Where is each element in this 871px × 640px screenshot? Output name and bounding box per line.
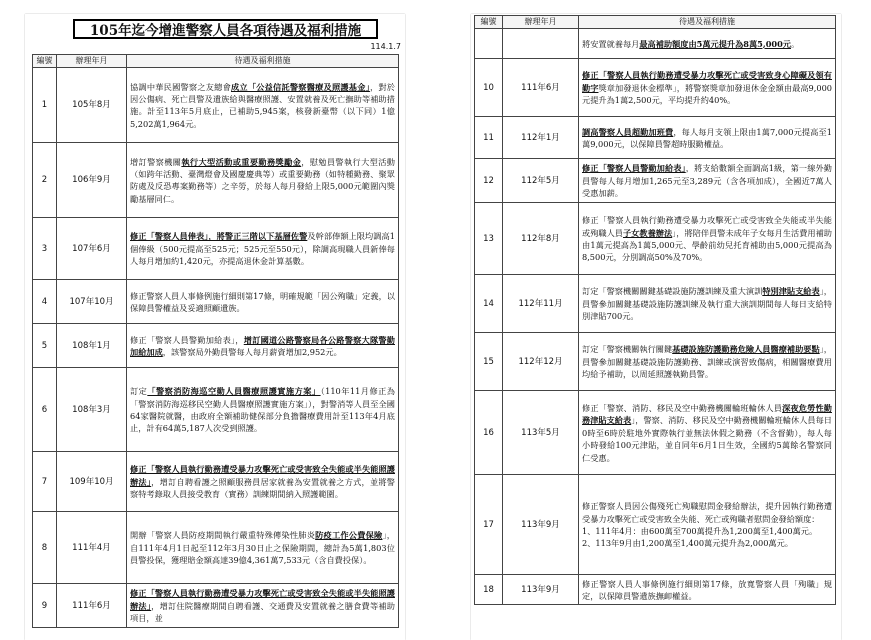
row-highlight: 最高補助額度由5萬元提升為8萬5,000元 [639, 38, 791, 49]
row-content [579, 575, 836, 605]
row-text: 修正「警察人員執行勤務遭受暴力攻擊死亡或受害致全失能或半失能或殉職人員 [582, 215, 832, 238]
row-no: 17 [475, 475, 503, 575]
row-highlight: 修正「警察人員俸表」，將警正三階以下基層佐警 [130, 231, 308, 242]
measures-table-left [32, 54, 399, 628]
document-page-right [471, 14, 841, 640]
row-no: 14 [475, 275, 503, 333]
row-date: 111年4月 [57, 512, 127, 584]
row-content [127, 143, 399, 218]
row-no: 16 [475, 391, 503, 475]
row-text: 及幹部俸額上限均調高1個俸級（500元提高至525元；525元至550元），除調高現職人員新俸每人每月增加約1,420元，亦提高退休金計算基數。 [130, 231, 395, 267]
row-content [127, 218, 399, 280]
row-no: 10 [475, 59, 503, 117]
row-highlight: 子女教養辦法 [622, 227, 673, 238]
row-highlight: 「警察消防海巡空勤人員醫療照護實施方案」 [147, 386, 321, 397]
row-text: 獎章加發退休金標準」，將警察獎章加發退休金金額由最高9,000元提升為1萬2,500元，平均提升約40%。 [582, 82, 832, 106]
row-content [127, 452, 399, 512]
row-text: （110年11月修正為「警察消防海巡移民空勤人員醫療照護實施方案」），對警消等人員至全國64家醫院就醫，由政府全額補助健保部分負擔醫療費用計至113年4月底止，計有64萬5,187人次受到照護。 [130, 386, 395, 434]
row-date: 109年10月 [57, 452, 127, 512]
row-content [579, 475, 836, 575]
document-title: 105年迄今增進警察人員各項待遇及福利措施 [73, 19, 378, 39]
header-no: 編號 [33, 55, 57, 68]
row-no: 2 [33, 143, 57, 218]
row-no: 18 [475, 575, 503, 605]
row-no: 13 [475, 203, 503, 275]
table-row [475, 391, 836, 475]
row-text: 」，自111年4月1日起至112年3月30日止之保險期間，總計為5萬1,803位員警投保，獲理賠金額高達39億4,361萬7,533元（含自費投保）。 [130, 530, 395, 566]
table-row [33, 512, 399, 584]
row-text: ，將支給數額全面調高1級，第一線外勤員警每人每月增加1,265元至3,289元（含各項加成），全國近7萬人受惠加薪。 [582, 163, 832, 199]
row-text: 訂定「警察機關關鍵基礎設施防護訓練及重大演訓 [582, 286, 763, 297]
row-content [579, 29, 836, 59]
table-row [33, 280, 399, 324]
table-header-row [475, 16, 836, 29]
row-highlight: 特別津貼支給表 [762, 286, 820, 297]
row-text: 訂定 [130, 386, 148, 397]
row-text: ，該警察局外勤員警每人每月薪資增加2,952元。 [162, 346, 342, 357]
row-no: 7 [33, 452, 57, 512]
row-text: 修正警察人員人事條例施行細則第17條，放寬警察人員「殉職」規定，以保障員警遺族撫卹權益。 [582, 578, 832, 601]
row-highlight: 執行大型活動或重要勤務獎勵金 [181, 156, 302, 167]
row-text: 增訂警察機關 [130, 156, 182, 167]
row-date: 108年3月 [57, 368, 127, 452]
row-text: ，對於因公傷病、死亡員警及遺族給與醫療照護、安置就養及死亡撫助等補助措施。計至113年5月底止，已補助5,945案，核發新臺幣（以下同）1億5,202萬1,964元。 [130, 81, 395, 129]
table-row [33, 452, 399, 512]
row-text: 」，員警參加關鍵基礎設施防護訓練及執行重大演訓期間每人每日支給特別津貼700元。 [582, 286, 832, 322]
row-highlight: 修正「警察人員執行勤務遭受暴力攻擊死亡或受害致身心障礙及領有勤字 [582, 70, 832, 93]
row-no: 5 [33, 324, 57, 368]
row-no: 3 [33, 218, 57, 280]
row-text: 。 [791, 38, 800, 49]
row-content [127, 512, 399, 584]
row-no: 9 [33, 584, 57, 628]
table-row [33, 143, 399, 218]
table-row [33, 584, 399, 628]
table-row [475, 275, 836, 333]
header-content: 待遇及福利措施 [127, 55, 399, 68]
row-text: 將安置就養每月 [582, 38, 640, 49]
row-no [475, 29, 503, 59]
row-text: 訂定「警察機關執行關鍵 [582, 344, 673, 355]
row-content [579, 275, 836, 333]
table-row [475, 29, 836, 59]
row-highlight: 成立「公益信託警察醫療及照護基金」 [230, 81, 370, 92]
row-highlight: 修正「警察人員警勤加給表」 [582, 163, 686, 174]
row-date: 112年8月 [503, 203, 579, 275]
table-row [475, 333, 836, 391]
row-no: 11 [475, 117, 503, 159]
row-text: ，每人每月支領上限由1萬7,000元提高至1萬9,000元，以保障員警超時服勤權益。 [582, 126, 832, 149]
row-text: 協調中華民國警察之友總會 [130, 81, 231, 92]
table-row [475, 159, 836, 203]
row-date: 111年6月 [57, 584, 127, 628]
row-date: 113年5月 [503, 391, 579, 475]
row-highlight: 防疫工作公費保險 [315, 530, 383, 541]
row-date: 107年10月 [57, 280, 127, 324]
row-date: 112年12月 [503, 333, 579, 391]
document-date: 114.1.7 [370, 42, 401, 51]
row-date: 112年1月 [503, 117, 579, 159]
row-text: 」，員警參加關鍵基礎設施防護勤務、訓練或演習致傷病，相關醫療費用均給予補助，以周延照護執勤員警。 [582, 344, 832, 380]
row-highlight: 基礎設施防護勤務危險人員醫療補助要點 [672, 344, 820, 355]
row-text: 」，將陪伴員警未成年子女每月生活費用補助由1萬元提高為1萬5,000元、學齡前幼兒托育補助由5,000元提高為8,500元，分別調高50%及70%。 [582, 227, 832, 263]
row-date [503, 29, 579, 59]
row-date: 113年9月 [503, 475, 579, 575]
table-row [475, 475, 836, 575]
header-date: 辦理年月 [503, 16, 579, 29]
row-content [127, 368, 399, 452]
row-content [127, 324, 399, 368]
row-text: 修正「警察、消防、移民及空中勤務機關輪班輪休人員 [582, 402, 783, 413]
row-text: 修正警察人員因公傷殘死亡殉職慰問金發給辦法，提升因執行勤務遭受暴力攻擊死亡或受害致全失能、死亡或殉職者慰問金發給額度： [582, 501, 832, 524]
row-no: 6 [33, 368, 57, 452]
row-no: 15 [475, 333, 503, 391]
row-date: 106年9月 [57, 143, 127, 218]
table-row [475, 575, 836, 605]
row-sub-item: 1、111年4月：由600萬至700萬提升為1,200萬至1,400萬元。 [582, 525, 818, 536]
row-date: 113年9月 [503, 575, 579, 605]
row-highlight: 深夜危勞性勤務津貼支給表 [582, 402, 832, 426]
table-header-row [33, 55, 399, 68]
row-highlight: 修正「警察人員執行勤務遭受暴力攻擊死亡或受害致全失能或半失能照護辦法」 [130, 588, 395, 611]
row-date: 108年1月 [57, 324, 127, 368]
row-no: 4 [33, 280, 57, 324]
table-row [33, 218, 399, 280]
row-sub-item: 2、113年9月由1,200萬至1,400萬元提升為2,000萬元。 [582, 538, 793, 549]
row-text: 」，警察、消防、移民及空中勤務機關輪班輪休人員每日0時至6時於駐地外實際執行並無法休假之勤務（不含督勤），每人每小時發給100元津貼，並自同年6月1日生效，全國約5萬餘名警察同仁受惠。 [582, 415, 832, 463]
table-row [475, 59, 836, 117]
row-no: 12 [475, 159, 503, 203]
row-content [579, 117, 836, 159]
row-date: 107年6月 [57, 218, 127, 280]
row-date: 111年6月 [503, 59, 579, 117]
row-no: 8 [33, 512, 57, 584]
header-no: 編號 [475, 16, 503, 29]
row-date: 112年11月 [503, 275, 579, 333]
row-content [579, 59, 836, 117]
measures-table-right [474, 15, 836, 605]
row-text: 修正警察人員人事條例施行細則第17條，明確規範「因公殉職」定義，以保障員警權益及妥適照顧遺族。 [130, 290, 395, 313]
row-highlight: 修正「警察人員執行勤務遭受暴力攻擊死亡或受害致全失能或半失能照護辦法」 [130, 464, 395, 487]
row-content [579, 333, 836, 391]
row-content [579, 203, 836, 275]
row-text: ，慰勉員警執行大型活動（如跨年活動、臺灣燈會及國慶慶典等）或重要勤務（如特種勤務、聚眾防處及反恐專案勤務等）之辛勞，於每人每月發給上限5,000元範圍內獎勵基層同仁。 [130, 156, 395, 204]
row-date: 105年8月 [57, 68, 127, 143]
table-row [33, 368, 399, 452]
row-date: 112年5月 [503, 159, 579, 203]
row-content [579, 159, 836, 203]
row-content [127, 280, 399, 324]
row-text: ，增訂住院醫療期間自聘看護、交通費及安置就養之膳食費等補助項目，並 [130, 600, 395, 624]
row-highlight: 調高警察人員超勤加班費 [582, 126, 674, 137]
row-content [127, 68, 399, 143]
table-row [475, 203, 836, 275]
row-highlight: 增訂國道公路警察局各公路警察大隊警勤加給加成 [130, 334, 395, 357]
row-no: 1 [33, 68, 57, 143]
row-text: 開辦「警察人員防疫期間執行嚴重特殊傳染性肺炎 [130, 530, 316, 541]
row-content [579, 391, 836, 475]
header-date: 辦理年月 [57, 55, 127, 68]
row-content [127, 584, 399, 628]
table-row [33, 68, 399, 143]
header-content: 待遇及福利措施 [579, 16, 836, 29]
row-text: 修正「警察人員警勤加給表」， [130, 334, 244, 345]
table-row [475, 117, 836, 159]
row-text: ，增訂自聘看護之照顧服務員居家就養為安置就養之方式，並將警察特考錄取人員接受教育（實務）訓練期間納入照護範圍。 [130, 476, 395, 500]
document-page-left [25, 14, 405, 640]
table-row [33, 324, 399, 368]
